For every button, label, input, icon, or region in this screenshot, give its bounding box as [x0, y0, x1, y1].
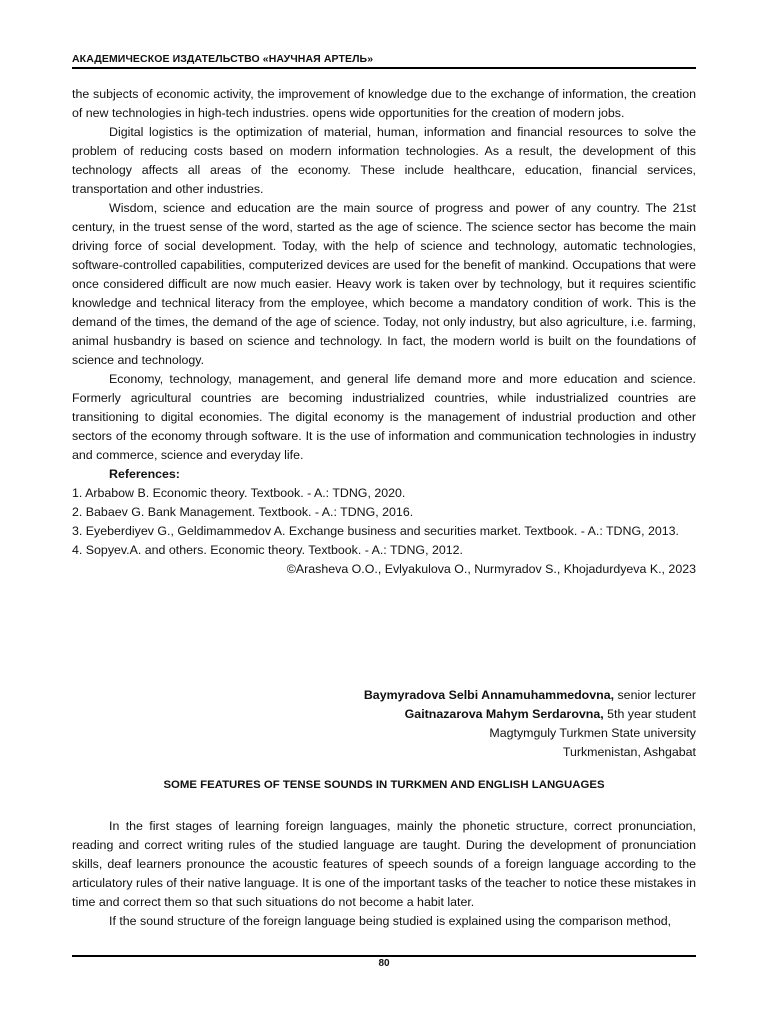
- author-name: Baymyradova Selbi Annamuhammedovna,: [363, 688, 615, 702]
- paragraph: Economy, technology, management, and general life demand more and more education and science. Formerly agricultural countries are becoming industrialized countries, while industrialized countries are transitioning to digital economies. The digital economy is the management of industrial production and other sectors of the economy through software. It is the use of information and communication technologies in industry and commerce, science and everyday life.: [72, 372, 696, 462]
- paragraph: the subjects of economic activity, the improvement of knowledge due to the exchange of information, the creation of new technologies in high-tech industries. opens wide opportunities for the creation of modern jobs.: [72, 87, 696, 120]
- author-line: [72, 686, 696, 705]
- running-header: АКАДЕМИЧЕСКОЕ ИЗДАТЕЛЬСТВО «НАУЧНАЯ АРТЕЛЬ»: [72, 53, 374, 65]
- reference-item: 4. Sopyev.A. and others. Economic theory. Textbook. - A.: TDNG, 2012.: [72, 543, 463, 557]
- article-body: [72, 85, 696, 579]
- page-number: 80: [378, 958, 390, 969]
- copyright-line: ©Arasheva O.O., Evlyakulova O., Nurmyradov S., Khojadurdyeva K., 2023: [286, 562, 696, 576]
- author-role: 5th year student: [603, 707, 696, 721]
- author-role: senior lecturer: [614, 688, 696, 702]
- reference-item: 1. Arbabow B. Economic theory. Textbook. - A.: TDNG, 2020.: [72, 486, 406, 500]
- author-block: [72, 686, 696, 762]
- paragraph: In the first stages of learning foreign languages, mainly the phonetic structure, correct pronunciation, reading and correct writing rules of the studied language are taught. During the development of pronunciation skills, deaf learners pronounce the acoustic features of speech sounds of a foreign language according to the articulatory rules of their native language. It is one of the important tasks of the teacher to notice these mistakes in time and correct them so that such situations do not become a habit later.: [72, 819, 696, 909]
- references-heading: References:: [109, 467, 180, 481]
- paragraph: Wisdom, science and education are the main source of progress and power of any country. The 21st century, in the truest sense of the word, started as the age of science. The science sector has become the main driving force of social development. Today, with the help of science and technology, automatic technologies, software-controlled capabilities, computerized devices are used for the benefit of mankind. Occupations that were once considered difficult are now much easier. Heavy work is taken over by technology, but it requires scientific knowledge and technical literacy from the employee, which become a mandatory condition of work. This is the demand of the times, the demand of the age of science. Today, not only industry, but also agriculture, i.e. farming, animal husbandry is based on science and technology. In fact, the modern world is built on the foundations of science and technology.: [72, 201, 696, 367]
- article-body: [72, 817, 696, 931]
- affiliation: Magtymguly Turkmen State university: [489, 726, 696, 740]
- author-line: [72, 705, 696, 724]
- paragraph: If the sound structure of the foreign language being studied is explained using the comparison method,: [109, 914, 672, 928]
- footer-rule: [72, 955, 696, 957]
- reference-item: 2. Babaev G. Bank Management. Textbook. - A.: TDNG, 2016.: [72, 505, 414, 519]
- location: Turkmenistan, Ashgabat: [562, 745, 696, 759]
- paragraph: Digital logistics is the optimization of material, human, information and financial resources to solve the problem of reducing costs based on modern information technologies. As a result, the development of this technology affects all areas of the economy. These include healthcare, education, financial services, transportation and other industries.: [72, 125, 696, 196]
- article-title: SOME FEATURES OF TENSE SOUNDS IN TURKMEN AND ENGLISH LANGUAGES: [163, 779, 605, 791]
- author-name: Gaitnazarova Mahym Serdarovna,: [404, 707, 604, 721]
- reference-item: 3. Eyeberdiyev G., Geldimammedov A. Exchange business and securities market. Textbook. - A.: TDNG, 2013.: [72, 524, 679, 538]
- header-rule: [72, 67, 696, 69]
